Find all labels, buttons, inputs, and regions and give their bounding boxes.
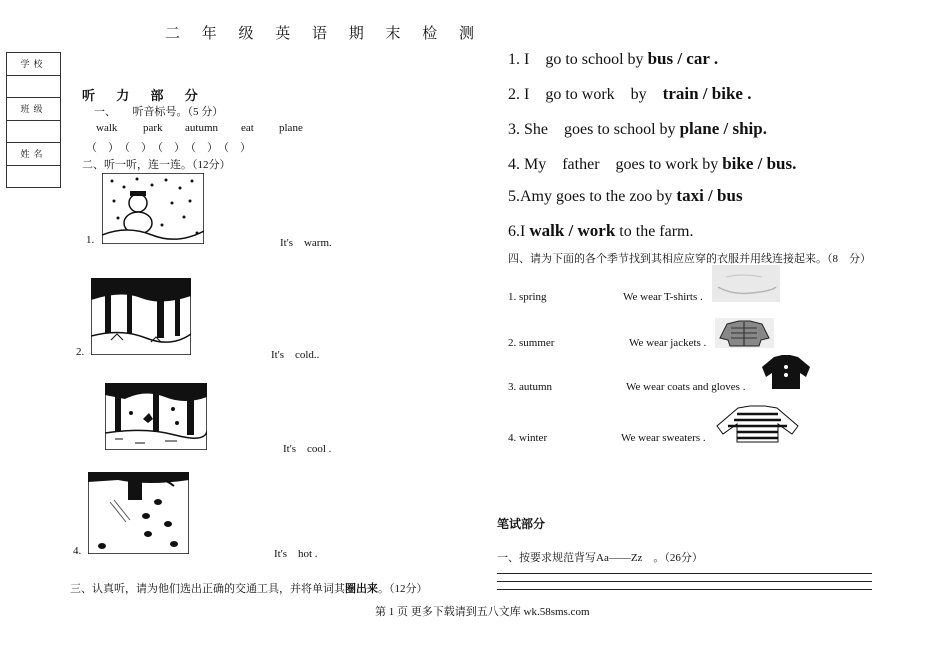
part4-heading: 四、请为下面的各个季节找到其相应应穿的衣服并用线连接起来。（8 分） [508,253,871,265]
word-eat: eat [241,122,254,134]
writing-line-2[interactable] [497,581,872,582]
item2-text: It's cold.. [271,349,320,361]
item1-number: 1. [86,234,95,246]
season-autumn[interactable]: 3. autumn [508,381,552,393]
transport-options-5[interactable]: taxi / bus [676,186,743,205]
clothes-sentence-3[interactable]: We wear coats and gloves . [626,381,746,393]
clothes-sentence-2[interactable]: We wear jackets . [629,337,707,349]
transport-sentence-4: 4. My father goes to work by bike / bus. [508,154,797,173]
part2-heading: 二、听一听，连一连。（12分） [82,159,231,171]
transport-options-3[interactable]: plane / ship. [679,119,767,138]
season-spring[interactable]: 1. spring [508,291,547,303]
item4-text: It's hot . [274,548,318,560]
part3-heading-bold: 圈出来 [345,583,378,595]
writing-line-1[interactable] [497,573,872,574]
sweater-picture [714,404,801,444]
page-footer: 第 1 页 更多下载请到五八文库 wk.58sms.com [375,606,590,618]
name-label: 姓名 [7,143,61,166]
page-title: 二 年 级 英 语 期 末 检 测 [165,26,484,42]
part3-heading-post: 。（12分） [378,583,428,595]
listening-heading: 听 力 部 分 [82,88,207,103]
transport-sentence-6: 6.I walk / work to the farm. [508,221,694,240]
school-label: 学校 [7,53,61,76]
part3-heading [70,580,428,596]
coat-picture [760,353,812,391]
transport-sentence-3: 3. She goes to school by plane / ship. [508,119,767,138]
writing-part1-heading: 一、按要求规范背写Aa——Zz 。（26分） [497,552,703,564]
summer-picture [88,472,189,554]
transport-options-1[interactable]: bus / car . [647,49,719,68]
class-label: 班级 [7,98,61,121]
writing-heading: 笔试部分 [497,517,546,531]
student-info-table [6,52,61,188]
school-field[interactable] [7,75,61,98]
transport-options-6[interactable]: walk / work [529,221,616,240]
tshirt-picture [712,265,780,302]
word-plane: plane [279,122,303,134]
part3-heading-pre: 三、认真听，请为他们选出正确的交通工具，并将单词其 [70,583,345,595]
writing-line-3[interactable] [497,589,872,590]
autumn-picture [105,383,207,450]
transport-options-4[interactable]: bike / bus. [722,154,797,173]
item2-number: 2. [76,346,85,358]
transport-sentence-1: 1. I go to school by bus / car . [508,49,719,68]
transport-sentence-2: 2. I go to work by train / bike . [508,84,752,103]
item3-text: It's cool . [283,443,332,455]
name-field[interactable] [7,165,61,188]
answer-brackets: （ ） （ ） （ ） （ ） （ ） [86,142,251,154]
clothes-sentence-4[interactable]: We wear sweaters . [621,432,706,444]
season-winter[interactable]: 4. winter [508,432,548,444]
word-park: park [143,122,163,134]
transport-sentence-5: 5.Amy goes to the zoo by taxi / bus [508,186,743,205]
part1-heading: 一、 听音标号。（5 分） [94,106,224,118]
transport-options-2[interactable]: train / bike . [662,84,752,103]
word-autumn: autumn [185,122,218,134]
item4-number: 4. [73,545,82,557]
season-summer[interactable]: 2. summer [508,337,555,349]
forest-picture [91,278,191,355]
item1-text: It's warm. [280,237,332,249]
jacket-picture [715,318,774,348]
clothes-sentence-1[interactable]: We wear T-shirts . [623,291,703,303]
word-walk: walk [96,122,118,134]
class-field[interactable] [7,120,61,143]
snowman-picture [102,173,204,244]
